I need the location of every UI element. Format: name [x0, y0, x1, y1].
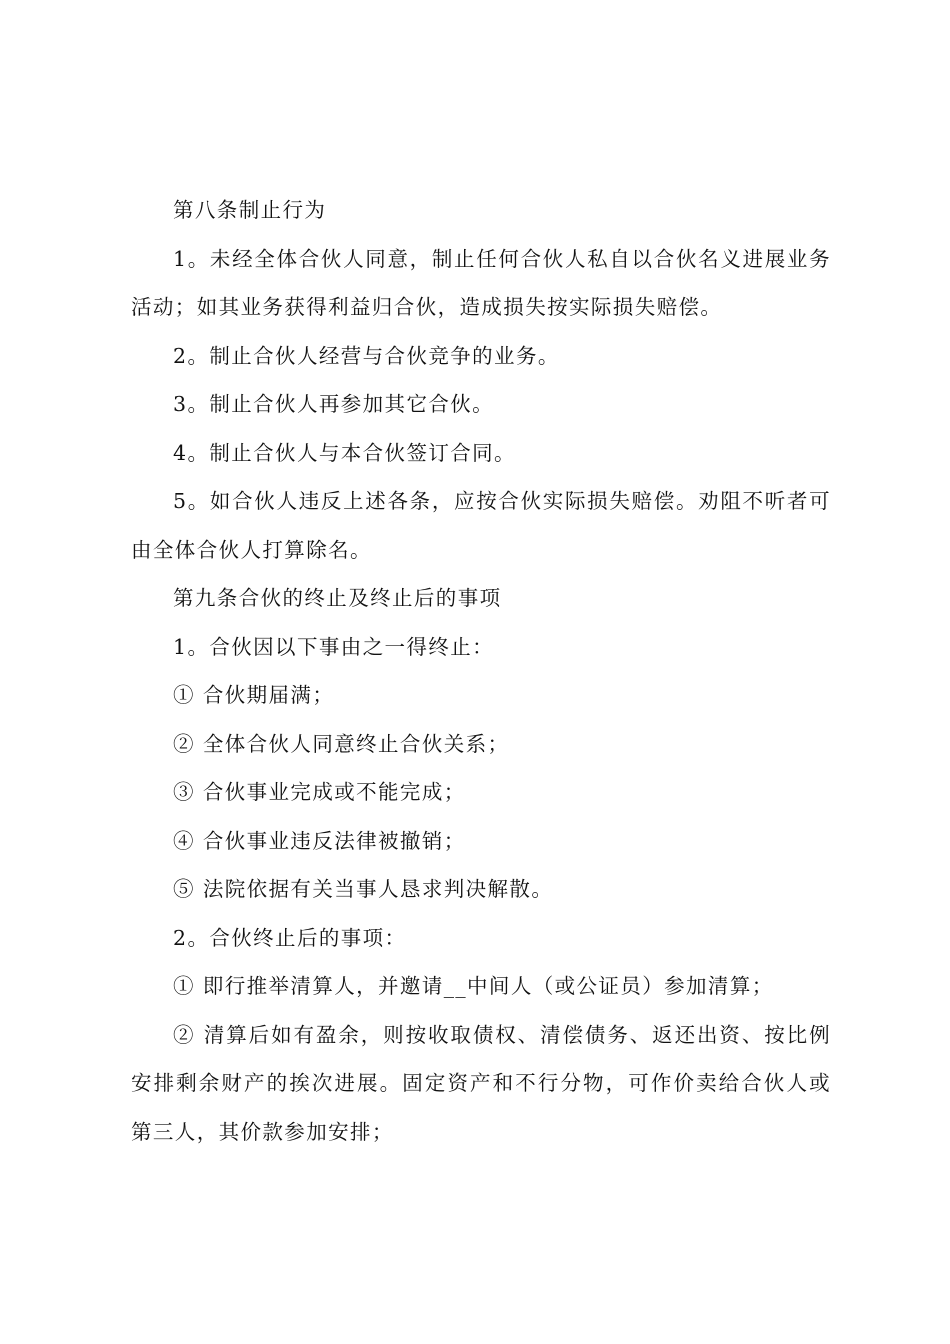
article-9-clause-2-item-2: ② 清算后如有盈余，则按收取债权、清偿债务、返还出资、按比例安排剩余财产的挨次进展。固定资产和不行分物，可作价卖给合伙人或第三人，其价款参加安排；: [131, 1022, 831, 1144]
article-9-item-3: ③ 合伙事业完成或不能完成；: [173, 780, 466, 804]
article-9-clause-1: 1。合伙因以下事由之一得终止：: [173, 634, 495, 659]
document-body: [131, 186, 831, 1156]
article-9-item-1: ① 合伙期届满；: [173, 683, 335, 707]
article-8-clause-2: 2。制止合伙人经营与合伙竞争的业务。: [173, 343, 560, 368]
article-9-heading: 第九条合伙的终止及终止后的事项: [173, 586, 502, 610]
article-8-heading: 第八条制止行为: [173, 198, 327, 222]
article-9-clause-2-item-1: ① 即行推举清算人，并邀请__中间人（或公证员）参加清算；: [173, 974, 774, 998]
article-9-item-5: ⑤ 法院依据有关当事人恳求判决解散。: [173, 877, 554, 901]
article-9-clause-2: 2。合伙终止后的事项：: [173, 925, 407, 950]
article-8-clause-3: 3。制止合伙人再参加其它合伙。: [173, 392, 495, 416]
article-8-clause-1: 1。未经全体合伙人同意，制止任何合伙人私自以合伙名义进展业务活动；如其业务获得利益归合伙，造成损失按实际损失赔偿。: [131, 246, 831, 319]
article-9-item-2: ② 全体合伙人同意终止合伙关系；: [173, 731, 510, 756]
article-8-clause-4: 4。制止合伙人与本合伙签订合同。: [173, 440, 516, 465]
article-9-item-4: ④ 合伙事业违反法律被撤销；: [173, 828, 466, 853]
article-8-clause-5: 5。如合伙人违反上述各条，应按合伙实际损失赔偿。劝阻不听者可由全体合伙人打算除名。: [131, 489, 831, 562]
